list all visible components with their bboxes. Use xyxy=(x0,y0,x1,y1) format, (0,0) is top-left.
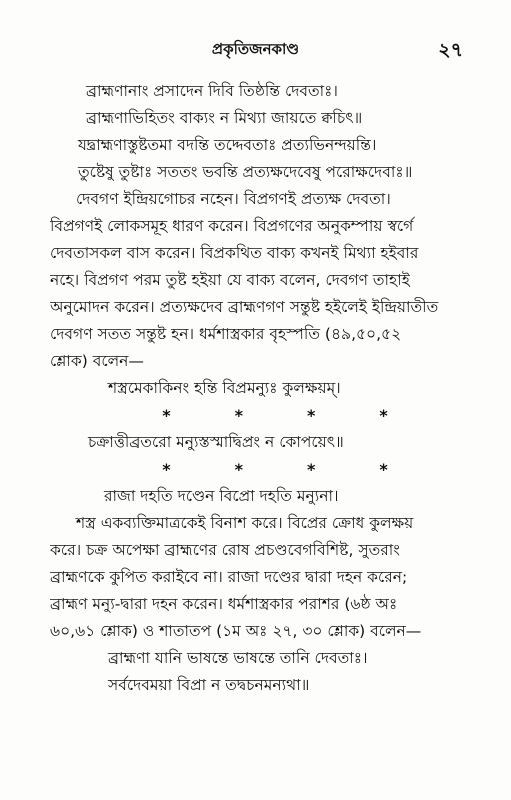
paragraph-line: করে। চক্র অপেক্ষা ব্রাহ্মণের রোষ প্রচণ্ডবেগবিশিষ্ট, সুতরাং xyxy=(50,541,400,559)
paragraph-line: দেবগণ ইন্দ্রিয়গোচর নহেন। বিপ্রগণই প্রত্যক্ষ দেবতা। xyxy=(76,190,391,208)
verse-line: রাজা দহতি দণ্ডেন বিপ্রো দহতি মন্যুনা। xyxy=(104,487,339,505)
star: * xyxy=(234,460,243,479)
star: * xyxy=(162,406,171,425)
page-header xyxy=(0,36,511,62)
verse-line: ব্রাহ্মণাভিহিতং বাক্যং ন মিথ্যা জায়তে ক্বচিৎ॥ xyxy=(86,109,363,127)
paragraph-line: ৬০,৬১ শ্লোক) ও শাতাতপ (১ম অঃ ২৭, ৩০ শ্লোক) বলেন— xyxy=(50,622,422,640)
star-separator xyxy=(50,402,482,429)
paragraph-line: শ্লোক) বলেন— xyxy=(50,352,144,370)
star: * xyxy=(307,406,316,425)
verse-line: ব্রাহ্মণা যানি ভাষন্তে ভাষন্তে তানি দেবতাঃ। xyxy=(108,649,368,667)
paragraph-line: ব্রাহ্মণকে কুপিত করাইবে না। রাজা দণ্ডের দ্বারা দহন করেন; xyxy=(50,568,408,586)
page-number: ২৭ xyxy=(438,39,463,61)
paragraph-line: বিপ্রগণই লোকসমূহ ধারণ করেন। বিপ্রগণের অনুকম্পায় স্বর্গে xyxy=(50,217,414,235)
star: * xyxy=(379,406,388,425)
verse-line: সর্বদেবময়া বিপ্রা ন তদ্বচনমন্যথা॥ xyxy=(108,676,310,694)
paragraph-line: দেবগণ সতত সন্তুষ্ট হন। ধর্মশাস্ত্রকার বৃহস্পতি (৪৯,৫০,৫২ xyxy=(50,325,402,343)
star-separator xyxy=(50,456,482,483)
paragraph-line: দেবতাসকল বাস করেন। বিপ্রকথিত বাক্য কখনই মিথ্যা হইবার xyxy=(50,244,419,262)
verse-line: চক্রাত্তীব্রতরো মন্যুস্তস্মাদ্বিপ্রং ন কোপয়েৎ॥ xyxy=(88,433,344,451)
running-title: প্রকৃতিজনকাণ্ড xyxy=(211,40,300,58)
verse-line: শস্ত্রমেকাকিনং হন্তি বিপ্রমন্যুঃ কুলক্ষয়ম্। xyxy=(108,379,341,397)
page-body xyxy=(50,78,482,699)
verse-line: যদ্ব্রাহ্মণাস্তুষ্টতমা বদন্তি তদ্দেবতাঃ প্রত্যভিনন্দয়ন্তি। xyxy=(78,136,377,154)
star: * xyxy=(307,460,316,479)
verse-line: ব্রাহ্মণানাং প্রসাদেন দিবি তিষ্ঠন্তি দেবতাঃ। xyxy=(86,82,338,100)
verse-line: তুষ্টেষু তুষ্টাঃ সততং ভবন্তি প্রত্যক্ষদেবেষু পরোক্ষদেবাঃ॥ xyxy=(78,163,413,181)
star: * xyxy=(162,460,171,479)
star: * xyxy=(234,406,243,425)
paragraph-line: অনুমোদন করেন। প্রত্যক্ষদেব ব্রাহ্মণগণ সন্তুষ্ট হইলেই ইন্দ্রিয়াতীত xyxy=(50,298,439,316)
paragraph-line: শস্ত্র একব্যক্তিমাত্রকেই বিনাশ করে। বিপ্রের ক্রোধ কুলক্ষয় xyxy=(76,514,414,532)
star: * xyxy=(379,460,388,479)
paragraph-line: নহে। বিপ্রগণ পরম তুষ্ট হইয়া যে বাক্য বলেন, দেবগণ তাহাই xyxy=(50,271,410,289)
paragraph-line: ব্রাহ্মণ মন্যু-দ্বারা দহন করেন। ধর্মশাস্ত্রকার পরাশর (৬ষ্ঠ অঃ xyxy=(50,595,398,613)
